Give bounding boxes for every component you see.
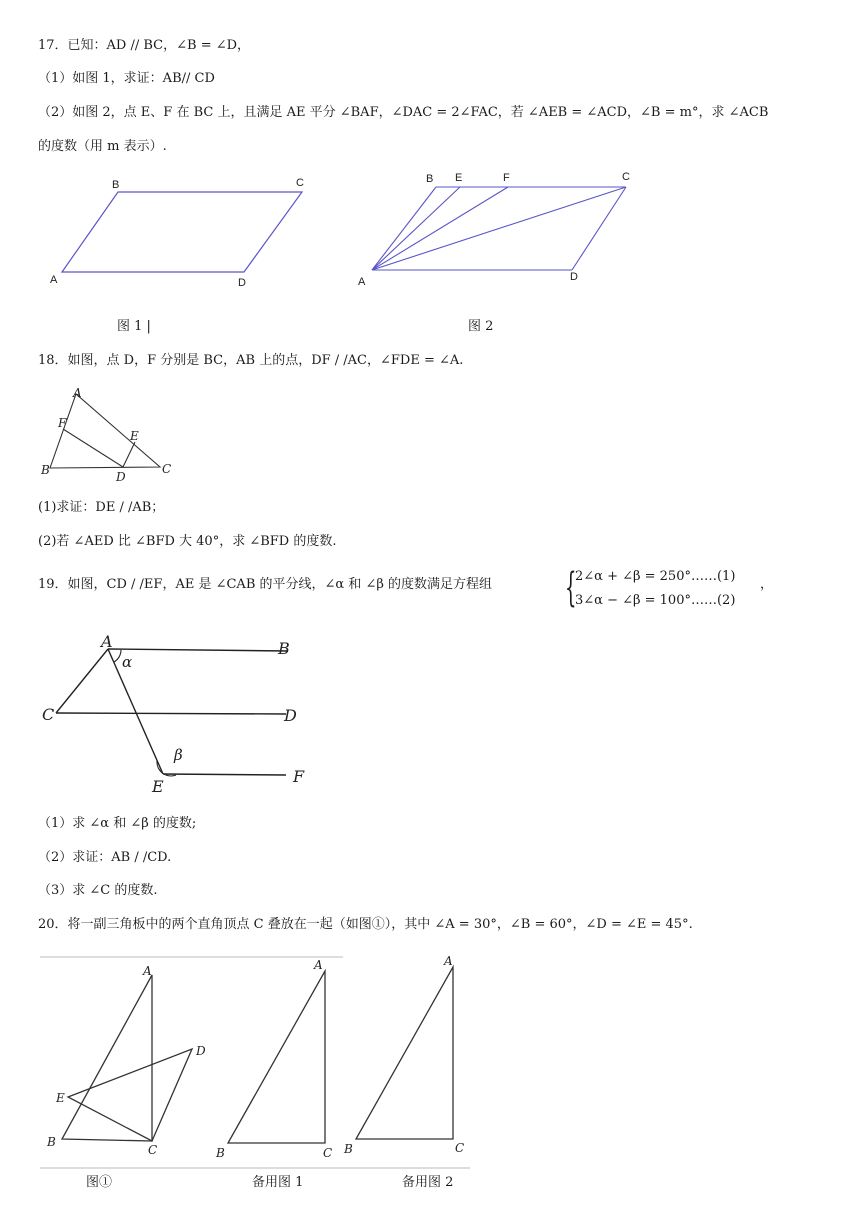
label-b: B — [112, 179, 120, 191]
q18-part1: (1)求证：DE / /AB； — [38, 500, 165, 515]
segment-ac — [372, 187, 626, 270]
triangle-abc — [228, 971, 325, 1143]
angle-alpha-arc — [114, 650, 121, 662]
label-b: B — [41, 463, 50, 477]
label-d: D — [116, 470, 126, 484]
q19-part3: （3）求 ∠C 的度数. — [38, 883, 158, 898]
q19-part2: （2）求证：AB / /CD. — [38, 850, 172, 865]
q17-figure-2 — [350, 166, 650, 296]
q19-stem: 19．如图，CD / /EF，AE 是 ∠CAB 的平分线，∠α 和 ∠β 的度数满足方程组 — [38, 577, 492, 592]
label-e: E — [455, 172, 463, 184]
segment-ae — [372, 187, 460, 270]
label-a: A — [143, 964, 152, 978]
q20-figure-1 — [46, 964, 206, 1157]
q19-figure — [38, 630, 338, 800]
label-d: D — [196, 1044, 206, 1058]
q20-figure-2-caption: 备用图 1 — [252, 1175, 304, 1190]
q18-stem: 18．如图，点 D，F 分别是 BC，AB 上的点，DF / /AC，∠FDE = ∠A. — [38, 353, 464, 368]
label-b: B — [426, 173, 434, 185]
label-c: C — [148, 1143, 158, 1157]
label-c: C — [622, 171, 630, 183]
label-d: D — [284, 706, 297, 725]
line-ab — [108, 649, 288, 651]
q20-figures — [38, 945, 478, 1170]
q20-stem: 20．将一副三角板中的两个直角顶点 C 叠放在一起（如图①），其中 ∠A = 30°，∠B = 60°，∠D = ∠E = 45°. — [38, 917, 693, 932]
label-a: A — [73, 386, 82, 400]
parallelogram-abcd — [62, 192, 302, 272]
label-c: C — [455, 1141, 465, 1155]
q19-equation-2: 3∠α − ∠β = 100°……(2) — [575, 593, 736, 608]
q17-figure-1-caption: 图 1 | — [117, 319, 151, 334]
label-c: C — [323, 1146, 333, 1160]
q19-part1: （1）求 ∠α 和 ∠β 的度数; — [38, 816, 197, 831]
q18-figure — [38, 385, 178, 485]
label-f: F — [58, 416, 67, 430]
label-alpha: α — [122, 653, 133, 671]
q19-equation-1: 2∠α + ∠β = 250°……(1) — [575, 569, 736, 584]
segment-ac — [56, 649, 108, 713]
segment-ae — [108, 649, 163, 774]
label-a: A — [101, 632, 113, 651]
q17-figure-2-caption: 图 2 — [468, 319, 494, 334]
label-f: F — [503, 172, 510, 184]
q20-figure-3 — [343, 954, 464, 1156]
q20-figure-2 — [215, 958, 332, 1160]
label-d: D — [570, 271, 578, 283]
label-b: B — [216, 1146, 225, 1160]
label-e: E — [152, 777, 164, 796]
brace-icon: { — [565, 565, 577, 611]
q19-stem-comma: ， — [760, 577, 774, 592]
label-beta: β — [174, 746, 183, 764]
segment-fd — [63, 429, 123, 467]
label-e: E — [56, 1091, 65, 1105]
segment-de — [123, 442, 135, 467]
label-a: A — [444, 954, 453, 968]
label-e: E — [130, 429, 139, 443]
label-d: D — [238, 277, 246, 289]
label-b: B — [47, 1135, 56, 1149]
label-c: C — [162, 462, 172, 476]
q20-figure-3-caption: 备用图 2 — [402, 1175, 454, 1190]
q17-figure-1 — [40, 172, 330, 292]
q17-stem: 17．已知：AD // BC，∠B = ∠D， — [38, 38, 251, 53]
line-cd — [56, 713, 286, 714]
q17-part1: （1）如图 1，求证：AB// CD — [38, 71, 215, 86]
q18-part2: (2)若 ∠AED 比 ∠BFD 大 40°，求 ∠BFD 的度数. — [38, 534, 337, 549]
q17-part2-continued: 的度数（用 m 表示）. — [38, 139, 167, 154]
label-b: B — [278, 639, 290, 658]
label-a: A — [358, 276, 366, 288]
label-b: B — [344, 1142, 353, 1156]
triangle-abc — [356, 967, 453, 1139]
segment-af — [372, 187, 508, 270]
label-a: A — [50, 274, 58, 286]
label-f: F — [293, 767, 305, 786]
label-c: C — [296, 177, 304, 189]
line-ef — [163, 774, 286, 775]
triangle-abc — [62, 975, 152, 1141]
q20-figure-1-caption: 图① — [86, 1175, 113, 1190]
label-c: C — [42, 705, 55, 724]
q19-equation-system — [565, 566, 765, 616]
label-a: A — [314, 958, 323, 972]
q17-part2: （2）如图 2，点 E、F 在 BC 上，且满足 AE 平分 ∠BAF，∠DAC = 2∠FAC，若 ∠AEB = ∠ACD，∠B = m°，求 ∠ACB — [38, 105, 769, 120]
